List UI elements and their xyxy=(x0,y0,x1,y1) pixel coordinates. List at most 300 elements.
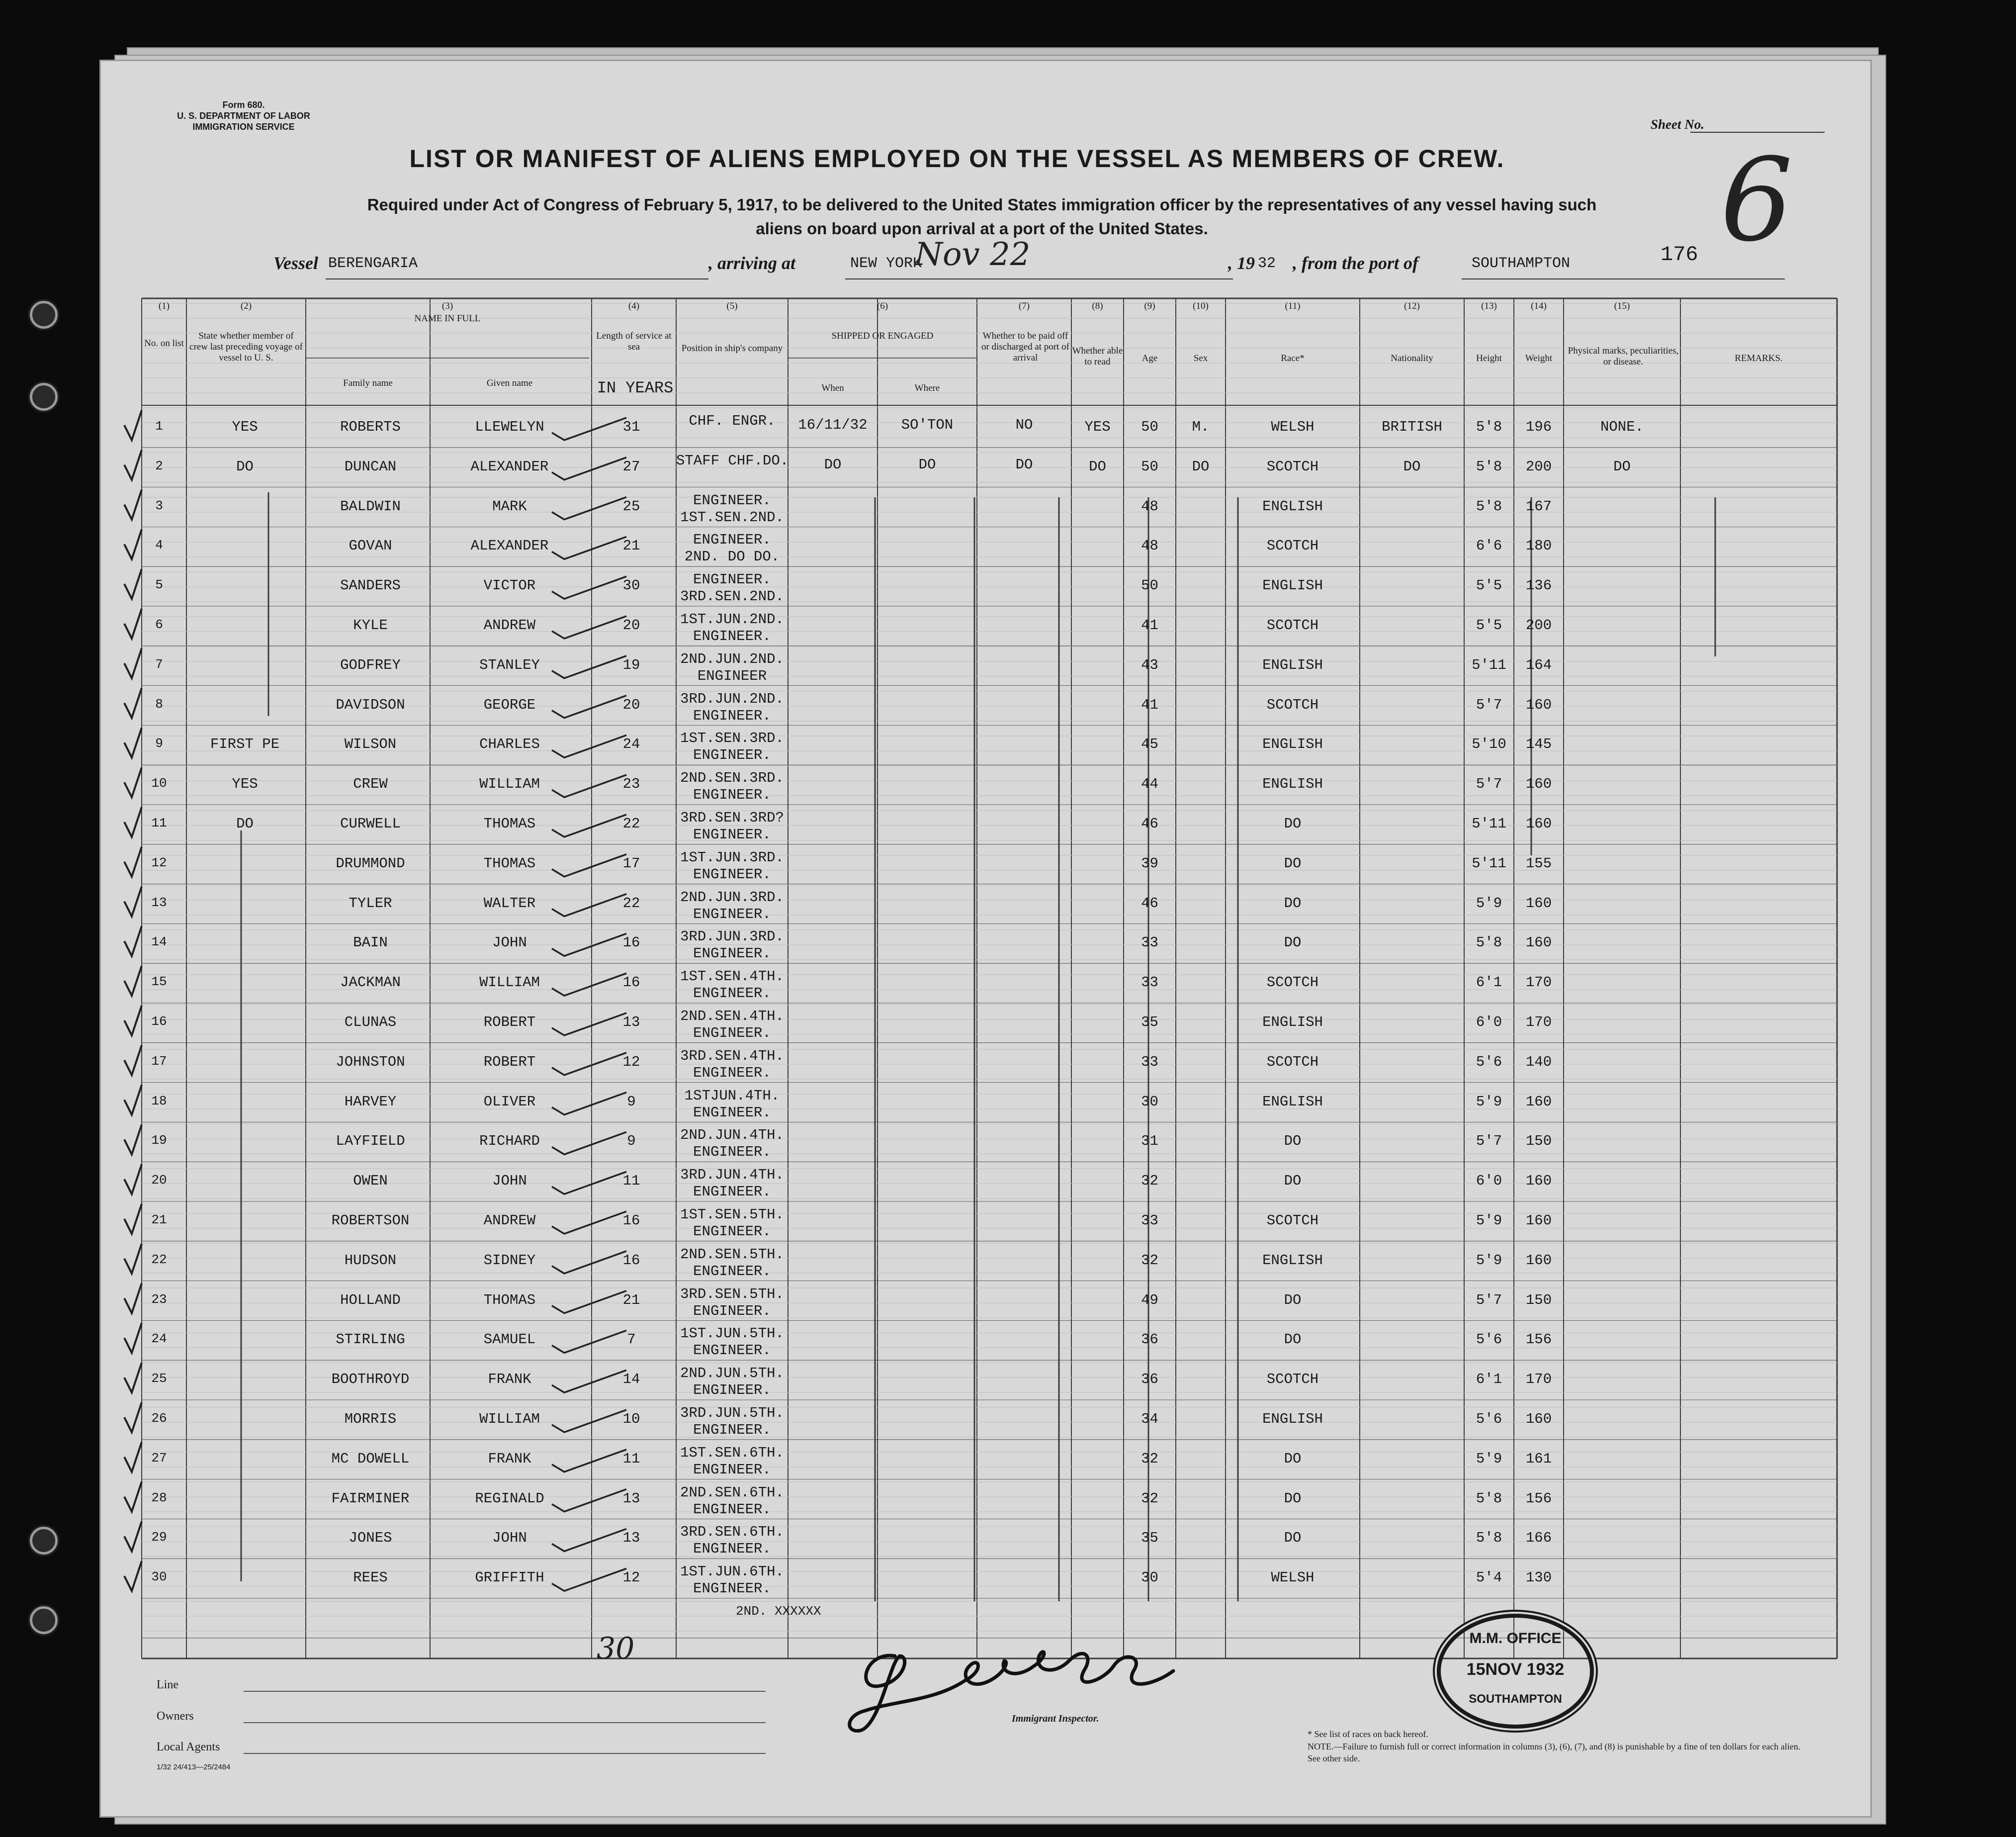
cell-family-name: STIRLING xyxy=(336,1331,405,1348)
cell-given-name: RICHARD xyxy=(479,1133,540,1150)
cell-race: DO xyxy=(1284,1173,1302,1190)
cell-length: 16 xyxy=(622,934,640,951)
cell-age: 49 xyxy=(1141,1291,1158,1308)
cell-no: 23 xyxy=(151,1291,167,1307)
cell-position-2: ENGINEER. xyxy=(693,707,771,724)
check-mark-icon xyxy=(124,1402,142,1432)
cell-position: 3RD.JUN.5TH. xyxy=(680,1405,784,1421)
cell-given-name: SAMUEL xyxy=(483,1331,536,1348)
cell-weight: 140 xyxy=(1525,1053,1552,1070)
cell-physical-marks: DO xyxy=(1613,458,1631,475)
cell-length: 12 xyxy=(622,1053,640,1070)
cell-no: 24 xyxy=(151,1331,167,1347)
cell-age: 41 xyxy=(1141,617,1158,634)
cell-height: 5'5 xyxy=(1476,577,1502,594)
cell-length: 7 xyxy=(627,1331,636,1348)
cell-position-2: ENGINEER. xyxy=(693,1541,771,1558)
cell-position: 1ST.SEN.3RD. xyxy=(680,730,784,747)
year-value: 32 xyxy=(1258,255,1276,272)
cell-position: 3RD.SEN.3RD? xyxy=(680,810,784,826)
check-mark-icon xyxy=(124,1085,142,1115)
cell-height: 5'7 xyxy=(1476,1133,1502,1150)
cell-length: 22 xyxy=(622,816,640,832)
column-number: (11) xyxy=(1285,301,1301,311)
cell-no: 30 xyxy=(151,1569,167,1585)
cell-height: 5'8 xyxy=(1476,1530,1502,1547)
cell-position: 2ND.SEN.6TH. xyxy=(680,1484,784,1501)
cell-length: 22 xyxy=(622,895,640,912)
cell-race: DO xyxy=(1284,895,1302,912)
cell-height: 5'7 xyxy=(1476,696,1502,713)
check-mark-icon xyxy=(124,847,142,877)
header-height: Height xyxy=(1476,353,1502,364)
cell-race: DO xyxy=(1284,855,1302,872)
cell-no: 1 xyxy=(155,419,163,434)
cell-age: 44 xyxy=(1141,776,1158,793)
cell-height: 5'9 xyxy=(1476,1093,1502,1110)
cell-no: 12 xyxy=(151,855,167,870)
service: IMMIGRATION SERVICE xyxy=(192,122,295,132)
cell-paid-off: DO xyxy=(1015,456,1033,473)
cell-position-2: ENGINEER. xyxy=(693,1501,771,1518)
cell-position: ENGINEER. xyxy=(693,571,771,588)
cell-given-name: VICTOR xyxy=(483,577,536,594)
manifest-page xyxy=(99,60,1872,1818)
cell-position-2: ENGINEER. xyxy=(693,985,771,1002)
cell-family-name: MC DOWELL xyxy=(331,1450,410,1467)
cell-weight: 164 xyxy=(1525,656,1552,673)
cell-length: 21 xyxy=(622,538,640,554)
cell-position-2: ENGINEER. xyxy=(693,945,771,962)
cell-family-name: GODFREY xyxy=(340,656,401,673)
cell-where: DO xyxy=(918,456,936,473)
column-number: (12) xyxy=(1404,301,1420,311)
cell-family-name: DAVIDSON xyxy=(336,696,405,713)
header-when: When xyxy=(821,383,844,393)
cell-given-name: FRANK xyxy=(488,1371,531,1388)
cell-no: 11 xyxy=(151,816,167,830)
header-family-name: Family name xyxy=(343,378,393,388)
cell-position-2: ENGINEER. xyxy=(693,1422,771,1438)
cell-race: ENGLISH xyxy=(1262,656,1323,673)
mm-office-stamp xyxy=(1437,1614,1594,1729)
stamp-office: M.M. OFFICE xyxy=(1469,1630,1562,1647)
cell-given-name: JOHN xyxy=(492,1173,527,1190)
binder-hole xyxy=(30,1606,58,1634)
cell-weight: 155 xyxy=(1525,855,1552,872)
cell-position: 3RD.JUN.4TH. xyxy=(680,1167,784,1184)
cell-position-2: ENGINEER. xyxy=(693,1302,771,1319)
cell-length: 11 xyxy=(622,1450,640,1467)
cell-where: SO'TON xyxy=(901,417,954,433)
cell-state: YES xyxy=(232,419,258,435)
cell-weight: 196 xyxy=(1525,419,1552,435)
cell-position: 2ND.JUN.2ND. xyxy=(680,650,784,667)
page-title: LIST OR MANIFEST OF ALIENS EMPLOYED ON THE VESSEL AS MEMBERS OF CREW. xyxy=(409,145,1505,173)
cell-length: 11 xyxy=(622,1173,640,1190)
cell-position: 3RD.JUN.2ND. xyxy=(680,690,784,707)
cell-no: 15 xyxy=(151,974,167,990)
cell-age: 35 xyxy=(1141,1530,1158,1547)
cell-given-name: ANDREW xyxy=(483,1212,536,1229)
cell-age: 45 xyxy=(1141,736,1158,753)
check-mark-icon xyxy=(124,728,142,757)
cell-weight: 160 xyxy=(1525,1411,1552,1427)
header-nationality: Nationality xyxy=(1391,353,1433,364)
cell-height: 5'5 xyxy=(1476,617,1502,634)
cell-position-2: ENGINEER. xyxy=(693,1184,771,1200)
cell-position: 2ND.JUN.3RD. xyxy=(680,889,784,906)
cell-race: ENGLISH xyxy=(1262,498,1323,515)
cell-race: DO xyxy=(1284,1490,1302,1507)
cell-weight: 150 xyxy=(1525,1291,1552,1308)
check-mark-icon xyxy=(124,1244,142,1274)
cell-given-name: ALEXANDER xyxy=(470,458,549,475)
cell-family-name: CURWELL xyxy=(340,816,401,832)
cell-position: 3RD.SEN.6TH. xyxy=(680,1524,784,1541)
cell-age: 33 xyxy=(1141,1053,1158,1070)
check-mark-icon xyxy=(124,1045,142,1075)
column-number: (9) xyxy=(1144,301,1155,311)
cell-race: SCOTCH xyxy=(1266,974,1319,991)
cell-height: 6'1 xyxy=(1476,974,1502,991)
cell-race: DO xyxy=(1284,1530,1302,1547)
cell-age: 41 xyxy=(1141,696,1158,713)
cell-length: 20 xyxy=(622,617,640,634)
cell-no: 6 xyxy=(155,617,163,632)
cell-height: 6'0 xyxy=(1476,1014,1502,1030)
cell-state: YES xyxy=(232,776,258,793)
cell-given-name: GEORGE xyxy=(483,696,536,713)
cell-family-name: MORRIS xyxy=(344,1411,397,1427)
cell-weight: 136 xyxy=(1525,577,1552,594)
cell-family-name: FAIRMINER xyxy=(331,1490,410,1507)
cell-height: 6'0 xyxy=(1476,1173,1502,1190)
footer-line-rule xyxy=(244,1691,766,1692)
cell-age: 30 xyxy=(1141,1093,1158,1110)
cell-family-name: CLUNAS xyxy=(344,1014,397,1030)
cell-given-name: FRANK xyxy=(488,1450,531,1467)
check-mark-icon xyxy=(124,609,142,639)
vessel-value: BERENGARIA xyxy=(328,255,418,272)
arriving-label: , arriving at xyxy=(708,253,796,273)
cell-no: 14 xyxy=(151,934,167,950)
subtitle-line-2: aliens on board upon arrival at a port of the United States. xyxy=(756,219,1208,238)
cell-race: ENGLISH xyxy=(1262,1014,1323,1030)
header-sex: Sex xyxy=(1193,353,1208,364)
cell-height: 5'9 xyxy=(1476,1212,1502,1229)
note-fine: NOTE.—Failure to furnish full or correct information in columns (3), (6), (7), and (8) is punishable by a fine of ten dollars for each alien. See other side. xyxy=(1308,1742,1801,1763)
cell-nationality: BRITISH xyxy=(1382,419,1442,435)
cell-weight: 170 xyxy=(1525,1014,1552,1030)
cell-race: SCOTCH xyxy=(1266,1371,1319,1388)
cell-length: 21 xyxy=(622,1291,640,1308)
year-label: , 19 xyxy=(1228,253,1255,273)
crossed-out-entry: 2ND. XXXXXX xyxy=(736,1604,821,1619)
header-length-service: Length of service at sea xyxy=(596,331,672,352)
footer-owners-rule xyxy=(244,1722,766,1723)
cell-given-name: SIDNEY xyxy=(483,1252,536,1269)
header-paid-off: Whether to be paid off or discharged at port of arrival xyxy=(981,331,1069,363)
note-races: * See list of races on back hereof. xyxy=(1308,1729,1428,1739)
cell-height: 5'8 xyxy=(1476,1490,1502,1507)
column-number: (8) xyxy=(1092,301,1103,311)
cell-family-name: BOOTHROYD xyxy=(331,1371,410,1388)
column-number: (15) xyxy=(1614,301,1630,311)
cell-height: 5'8 xyxy=(1476,498,1502,515)
cell-weight: 170 xyxy=(1525,1371,1552,1388)
cell-height: 5'11 xyxy=(1472,656,1506,673)
sheet-no-value: 6 xyxy=(1720,134,1793,267)
cell-position: 1ST.SEN.6TH. xyxy=(680,1444,784,1461)
cell-weight: 167 xyxy=(1525,498,1552,515)
footer-agents-rule xyxy=(244,1753,766,1754)
binder-hole xyxy=(30,383,58,411)
cell-no: 20 xyxy=(151,1173,167,1188)
cell-race: ENGLISH xyxy=(1262,1411,1323,1427)
cell-race: DO xyxy=(1284,1291,1302,1308)
check-mark-icon xyxy=(124,648,142,678)
cell-age: 50 xyxy=(1141,458,1158,475)
cell-family-name: ROBERTS xyxy=(340,419,401,435)
header-physical: Physical marks, peculiarities, or disease. xyxy=(1568,346,1679,367)
footer-owners-label: Owners xyxy=(157,1710,194,1723)
cell-family-name: BALDWIN xyxy=(340,498,401,515)
department: U. S. DEPARTMENT OF LABOR xyxy=(177,111,310,121)
cell-race: ENGLISH xyxy=(1262,1093,1323,1110)
cell-age: 50 xyxy=(1141,419,1158,435)
cell-height: 5'6 xyxy=(1476,1053,1502,1070)
cell-position: 2ND.SEN.3RD. xyxy=(680,770,784,787)
cell-race: DO xyxy=(1284,1331,1302,1348)
cell-height: 5'8 xyxy=(1476,934,1502,951)
cell-no: 9 xyxy=(155,736,163,751)
column-number: (13) xyxy=(1481,301,1497,311)
cell-position-2: ENGINEER. xyxy=(693,1580,771,1597)
cell-length: 31 xyxy=(622,419,640,435)
arriving-value: NEW YORK xyxy=(850,255,922,272)
check-mark-icon xyxy=(124,490,142,520)
print-code: 1/32 24/413—25/2484 xyxy=(157,1763,231,1771)
cell-length: 16 xyxy=(622,1212,640,1229)
cell-given-name: JOHN xyxy=(492,934,527,951)
cell-age: 50 xyxy=(1141,577,1158,594)
cell-weight: 160 xyxy=(1525,1252,1552,1269)
cell-race: ENGLISH xyxy=(1262,1252,1323,1269)
binder-hole xyxy=(30,1527,58,1555)
cell-age: 46 xyxy=(1141,816,1158,832)
footer-agents-label: Local Agents xyxy=(157,1741,220,1753)
cell-weight: 156 xyxy=(1525,1490,1552,1507)
cell-position-2: ENGINEER. xyxy=(693,1461,771,1478)
cell-weight: 160 xyxy=(1525,1173,1552,1190)
cell-length: 17 xyxy=(622,855,640,872)
cell-race: SCOTCH xyxy=(1266,538,1319,554)
cell-position: STAFF CHF.DO. xyxy=(676,452,789,469)
cell-length: 13 xyxy=(622,1490,640,1507)
cell-age: 46 xyxy=(1141,895,1158,912)
cell-length: 13 xyxy=(622,1530,640,1547)
cell-paid-off: NO xyxy=(1015,417,1033,433)
cell-given-name: MARK xyxy=(492,498,527,515)
cell-given-name: OLIVER xyxy=(483,1093,536,1110)
column-number: (14) xyxy=(1531,301,1547,311)
cell-family-name: KYLE xyxy=(353,617,388,634)
column-number: (6) xyxy=(877,301,888,311)
cell-length: 14 xyxy=(622,1371,640,1388)
cell-weight: 160 xyxy=(1525,1212,1552,1229)
cell-no: 5 xyxy=(155,577,163,593)
cell-weight: 160 xyxy=(1525,1093,1552,1110)
cell-race: WELSH xyxy=(1271,419,1315,435)
cell-length: 16 xyxy=(622,1252,640,1269)
cell-state: FIRST PE xyxy=(210,736,280,753)
cell-no: 17 xyxy=(151,1053,167,1069)
cell-race: DO xyxy=(1284,1133,1302,1150)
check-mark-icon xyxy=(124,1323,142,1353)
cell-nationality: DO xyxy=(1403,458,1421,475)
cell-family-name: HUDSON xyxy=(344,1252,397,1269)
check-mark-icon xyxy=(124,1521,142,1551)
cell-family-name: LAYFIELD xyxy=(336,1133,405,1150)
check-mark-icon xyxy=(124,450,142,480)
cell-age: 33 xyxy=(1141,974,1158,991)
cell-family-name: HOLLAND xyxy=(340,1291,401,1308)
cell-age: 32 xyxy=(1141,1173,1158,1190)
cell-family-name: JONES xyxy=(349,1530,392,1547)
cell-no: 10 xyxy=(151,776,167,791)
cell-position-2: ENGINEER. xyxy=(693,747,771,764)
check-mark-icon xyxy=(124,807,142,837)
cell-race: ENGLISH xyxy=(1262,577,1323,594)
cell-position: ENGINEER. xyxy=(693,492,771,509)
cell-no: 18 xyxy=(151,1093,167,1108)
cell-length: 13 xyxy=(622,1014,640,1030)
cell-family-name: REES xyxy=(353,1569,388,1586)
cell-no: 28 xyxy=(151,1490,167,1505)
cell-no: 7 xyxy=(155,656,163,672)
cell-height: 5'6 xyxy=(1476,1331,1502,1348)
check-mark-icon xyxy=(124,887,142,917)
cell-no: 3 xyxy=(155,498,163,513)
cell-no: 21 xyxy=(151,1212,167,1227)
cell-position: 2ND.SEN.4TH. xyxy=(680,1008,784,1024)
cell-race: DO xyxy=(1284,816,1302,832)
cell-given-name: ANDREW xyxy=(483,617,536,634)
cell-position: 2ND.SEN.5TH. xyxy=(680,1246,784,1263)
header-remarks: REMARKS. xyxy=(1735,353,1783,364)
cell-when: DO xyxy=(824,456,842,473)
cell-given-name: WILLIAM xyxy=(479,776,540,793)
cell-age: 43 xyxy=(1141,656,1158,673)
cell-position-2: ENGINEER. xyxy=(693,1144,771,1161)
cell-no: 19 xyxy=(151,1133,167,1148)
cell-given-name: THOMAS xyxy=(483,816,536,832)
cell-age: 48 xyxy=(1141,538,1158,554)
cell-height: 5'9 xyxy=(1476,1450,1502,1467)
cell-able-read: YES xyxy=(1084,419,1111,435)
cell-given-name: STANLEY xyxy=(479,656,540,673)
cell-given-name: LLEWELYN xyxy=(475,419,544,435)
cell-position-2: ENGINEER. xyxy=(693,628,771,644)
cell-length: 24 xyxy=(622,736,640,753)
cell-position: 2ND.JUN.5TH. xyxy=(680,1365,784,1382)
cell-position: 1ST.JUN.6TH. xyxy=(680,1563,784,1580)
cell-height: 5'6 xyxy=(1476,1411,1502,1427)
cell-position-2: 3RD.SEN.2ND. xyxy=(680,588,784,605)
cell-position-2: ENGINEER. xyxy=(693,1025,771,1041)
cell-height: 6'1 xyxy=(1476,1371,1502,1388)
cell-race: DO xyxy=(1284,934,1302,951)
cell-no: 27 xyxy=(151,1450,167,1466)
cell-length: 10 xyxy=(622,1411,640,1427)
cell-weight: 200 xyxy=(1525,617,1552,634)
cell-height: 5'4 xyxy=(1476,1569,1502,1586)
subtitle-line-1: Required under Act of Congress of February 5, 1917, to be delivered to the United States immigration officer by the representatives of any vessel having such xyxy=(367,195,1597,214)
cell-race: SCOTCH xyxy=(1266,1212,1319,1229)
cell-length: 27 xyxy=(622,458,640,475)
cell-position: 1ST.JUN.3RD. xyxy=(680,849,784,866)
cell-race: ENGLISH xyxy=(1262,776,1323,793)
cell-no: 25 xyxy=(151,1371,167,1386)
cell-weight: 160 xyxy=(1525,816,1552,832)
cell-weight: 130 xyxy=(1525,1569,1552,1586)
header-given-name: Given name xyxy=(486,378,533,388)
cell-given-name: ROBERT xyxy=(483,1053,536,1070)
cell-height: 5'11 xyxy=(1472,816,1506,832)
cell-sex: M. xyxy=(1192,419,1210,435)
column-number: (4) xyxy=(628,301,640,311)
cell-family-name: HARVEY xyxy=(344,1093,397,1110)
column-number: (10) xyxy=(1193,301,1209,311)
cell-no: 26 xyxy=(151,1411,167,1426)
cell-position-2: ENGINEER. xyxy=(693,1263,771,1280)
handwritten-date: Nov 22 xyxy=(915,236,1031,273)
footer-line-label: Line xyxy=(157,1678,178,1691)
header-weight: Weight xyxy=(1525,353,1553,364)
cell-height: 5'9 xyxy=(1476,895,1502,912)
cell-race: SCOTCH xyxy=(1266,617,1319,634)
cell-age: 35 xyxy=(1141,1014,1158,1030)
form-number: Form 680. xyxy=(222,100,265,110)
cell-position: 1STJUN.4TH. xyxy=(684,1087,780,1104)
cell-position: 1ST.SEN.5TH. xyxy=(680,1206,784,1223)
cell-no: 16 xyxy=(151,1014,167,1029)
cell-position-2: ENGINEER. xyxy=(693,866,771,883)
cell-position: 1ST.JUN.5TH. xyxy=(680,1325,784,1342)
vessel-label: Vessel xyxy=(273,253,318,273)
header-able-read: Whether able to read xyxy=(1072,346,1123,367)
column-number: (3) xyxy=(441,301,453,311)
cell-given-name: THOMAS xyxy=(483,855,536,872)
cell-length: 30 xyxy=(622,577,640,594)
cell-position: 2ND.JUN.4TH. xyxy=(680,1127,784,1144)
cell-given-name: ALEXANDER xyxy=(470,538,549,554)
cell-height: 5'10 xyxy=(1472,736,1506,753)
from-port-label: , from the port of xyxy=(1293,253,1419,273)
column-number: (1) xyxy=(158,301,170,311)
cell-race: SCOTCH xyxy=(1266,696,1319,713)
cell-weight: 145 xyxy=(1525,736,1552,753)
cell-age: 31 xyxy=(1141,1133,1158,1150)
cell-position-2: ENGINEER. xyxy=(693,1064,771,1081)
cell-height: 5'7 xyxy=(1476,1291,1502,1308)
cell-when: 16/11/32 xyxy=(798,417,868,433)
check-mark-icon xyxy=(124,1164,142,1194)
cell-race: ENGLISH xyxy=(1262,736,1323,753)
cell-family-name: DRUMMOND xyxy=(336,855,405,872)
cell-weight: 166 xyxy=(1525,1530,1552,1547)
